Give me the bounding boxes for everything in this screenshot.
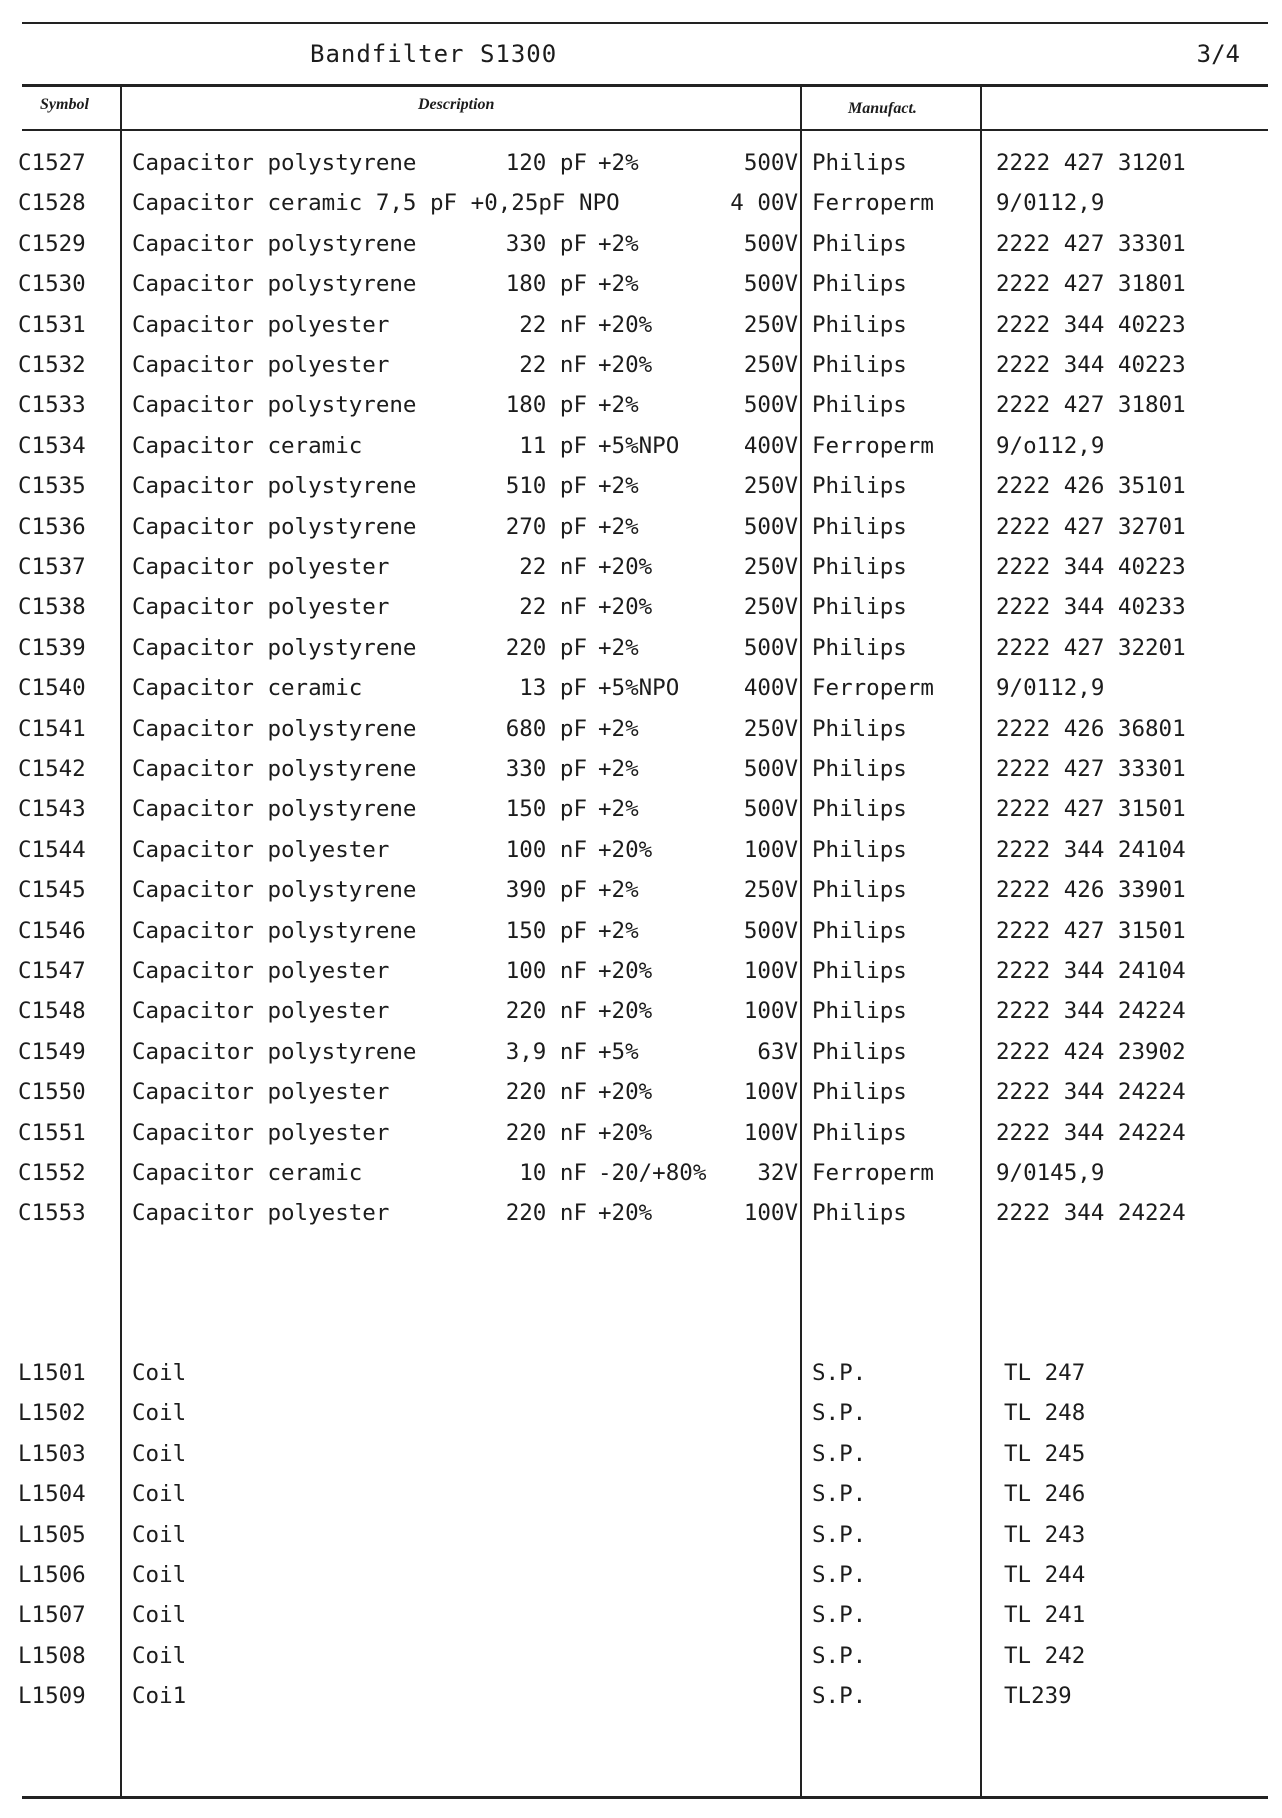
part-number-cell: 2222 427 33301 [996,756,1186,782]
tolerance-cell: +20% [598,1200,653,1227]
table-row [0,635,1282,675]
table-row [0,1120,1282,1160]
symbol-cell: C1530 [18,271,86,298]
description-cell: Capacitor polyester [132,1119,390,1146]
tolerance-cell: +2% [598,513,639,540]
voltage-cell: 250V [743,352,798,378]
table-row [0,271,1282,311]
symbol-cell: L1501 [18,1360,86,1386]
description-cell: Coil [132,1562,187,1588]
description-cell: Capacitor polyester [132,594,390,621]
table-row [0,594,1282,634]
symbol-cell: C1546 [18,917,86,944]
table-row [0,312,1282,352]
tolerance-cell: +20% [598,594,653,621]
symbol-cell: C1539 [18,634,86,661]
description-cell: Capacitor polyester [132,998,390,1025]
table-row [0,1079,1282,1119]
voltage-cell: 500V [743,917,798,944]
description-cell: Capacitor polystyrene [132,877,417,904]
description-cell: Capacitor polystyrene [132,392,417,419]
voltage-cell: 100V [743,1200,798,1227]
tolerance-cell: +20% [598,1079,653,1106]
tolerance-cell: +2% [598,917,639,944]
voltage-cell: 250V [743,554,798,580]
description-cell: Capacitor polystyrene [132,230,417,257]
description-cell: Capacitor ceramic 7,5 pF +0,25pF NPO [132,190,620,217]
symbol-cell: C1528 [18,190,86,217]
column-header-manufacturer: Manufact. [848,100,917,117]
tolerance-cell: +2% [598,715,639,742]
part-number-cell: 2222 426 36801 [996,715,1186,742]
part-number-cell: 2222 427 31501 [996,796,1186,823]
symbol-cell: L1509 [18,1683,86,1710]
manufacturer-cell: Philips [812,352,907,378]
tolerance-cell: +20% [598,554,653,580]
table-row [0,837,1282,877]
value-cell: 10 nF [519,1160,587,1186]
part-number-cell: 9/o112,9 [996,432,1105,459]
manufacturer-cell: S.P. [812,1683,867,1710]
manufacturer-cell: Philips [812,311,907,338]
value-cell: 180 pF [505,271,587,298]
table-row [0,1160,1282,1200]
description-cell: Coil [132,1440,187,1467]
manufacturer-cell: Philips [812,554,907,580]
voltage-cell: 4 00V [730,190,798,217]
part-number-cell: 2222 344 24224 [996,1200,1186,1227]
table-row [0,150,1282,190]
value-cell: 100 nF [505,836,587,863]
tolerance-cell: +20% [598,1119,653,1146]
table-row [0,1562,1282,1602]
value-cell: 22 nF [519,554,587,580]
voltage-cell: 100V [743,1119,798,1146]
description-cell: Capacitor polyester [132,1200,390,1227]
voltage-cell: 250V [743,473,798,500]
description-cell: Capacitor polyester [132,958,390,984]
table-row [0,514,1282,554]
manufacturer-cell: S.P. [812,1521,867,1548]
tolerance-cell: +20% [598,352,653,378]
manufacturer-cell: Ferroperm [812,675,934,702]
symbol-cell: C1531 [18,311,86,338]
manufacturer-cell: S.P. [812,1481,867,1508]
table-row [0,1360,1282,1400]
part-number-cell: 2222 427 31501 [996,917,1186,944]
voltage-cell: 500V [743,634,798,661]
manufacturer-cell: Philips [812,150,907,176]
part-number-cell: TL 246 [1004,1481,1086,1508]
part-number-cell: TL 244 [1004,1562,1086,1588]
part-number-cell: 2222 426 35101 [996,473,1186,500]
table-row [0,998,1282,1038]
part-number-cell: 2222 344 40233 [996,594,1186,621]
manufacturer-cell: Philips [812,756,907,782]
description-cell: Capacitor polyester [132,311,390,338]
table-row [0,1200,1282,1240]
part-number-cell: TL 241 [1004,1602,1086,1629]
table-row [0,756,1282,796]
part-number-cell: 2222 344 40223 [996,352,1186,378]
symbol-cell: L1503 [18,1440,86,1467]
description-cell: Coil [132,1481,187,1508]
voltage-cell: 250V [743,715,798,742]
header-bottom-rule [22,129,1268,131]
manufacturer-cell: Philips [812,1119,907,1146]
description-cell: Capacitor polystyrene [132,513,417,540]
voltage-cell: 250V [743,877,798,904]
table-row [0,433,1282,473]
manufacturer-cell: Philips [812,392,907,419]
tolerance-cell: +2% [598,877,639,904]
value-cell: 220 nF [505,1079,587,1106]
symbol-cell: C1550 [18,1079,86,1106]
manufacturer-cell: S.P. [812,1602,867,1629]
symbol-cell: L1506 [18,1562,86,1588]
value-cell: 220 pF [505,634,587,661]
voltage-cell: 500V [743,271,798,298]
description-cell: Coil [132,1400,187,1427]
description-cell: Coi1 [132,1683,187,1710]
tolerance-cell: +5% [598,1038,639,1065]
value-cell: 22 nF [519,311,587,338]
description-cell: Capacitor ceramic [132,675,363,702]
manufacturer-cell: Philips [812,1038,907,1065]
description-cell: Capacitor polyester [132,554,390,580]
table-row [0,392,1282,432]
table-row [0,190,1282,230]
value-cell: 100 nF [505,958,587,984]
symbol-cell: C1541 [18,715,86,742]
description-cell: Capacitor polystyrene [132,1038,417,1065]
voltage-cell: 100V [743,836,798,863]
voltage-cell: 500V [743,756,798,782]
tolerance-cell: +2% [598,392,639,419]
tolerance-cell: +2% [598,634,639,661]
value-cell: 150 pF [505,917,587,944]
voltage-cell: 400V [743,675,798,702]
table-row [0,1522,1282,1562]
symbol-cell: C1543 [18,796,86,823]
manufacturer-cell: Philips [812,796,907,823]
table-row [0,1441,1282,1481]
value-cell: 11 pF [519,432,587,459]
tolerance-cell: +20% [598,958,653,984]
tolerance-cell: +2% [598,150,639,176]
tolerance-cell: +5%NPO [598,675,680,702]
symbol-cell: C1537 [18,554,86,580]
part-number-cell: 9/0145,9 [996,1160,1105,1186]
table-row [0,716,1282,756]
table-row [0,1400,1282,1440]
value-cell: 390 pF [505,877,587,904]
tolerance-cell: +2% [598,756,639,782]
part-number-cell: 2222 344 40223 [996,311,1186,338]
manufacturer-cell: Ferroperm [812,1160,934,1186]
value-cell: 330 pF [505,230,587,257]
tolerance-cell: +2% [598,230,639,257]
voltage-cell: 500V [743,230,798,257]
manufacturer-cell: Philips [812,230,907,257]
table-row [0,958,1282,998]
part-number-cell: 2222 427 31201 [996,150,1186,176]
value-cell: 330 pF [505,756,587,782]
header-top-rule [22,84,1268,87]
manufacturer-cell: Philips [812,715,907,742]
voltage-cell: 63V [757,1038,798,1065]
symbol-cell: L1505 [18,1521,86,1548]
manufacturer-cell: Philips [812,1079,907,1106]
part-number-cell: 2222 344 24104 [996,958,1186,984]
part-number-cell: TL 245 [1004,1440,1086,1467]
symbol-cell: C1533 [18,392,86,419]
manufacturer-cell: Philips [812,634,907,661]
voltage-cell: 100V [743,958,798,984]
table-row [0,1643,1282,1683]
part-number-cell: 2222 344 24224 [996,1079,1186,1106]
voltage-cell: 500V [743,392,798,419]
voltage-cell: 100V [743,1079,798,1106]
voltage-cell: 500V [743,796,798,823]
symbol-cell: C1536 [18,513,86,540]
tolerance-cell: -20/+80% [598,1160,707,1186]
table-row [0,877,1282,917]
description-cell: Capacitor polyester [132,836,390,863]
page-number: 3/4 [1196,40,1240,68]
symbol-cell: L1502 [18,1400,86,1427]
column-header-description: Description [418,96,495,113]
part-number-cell: 2222 344 24104 [996,836,1186,863]
description-cell: Capacitor ceramic [132,432,363,459]
table-row [0,1683,1282,1723]
manufacturer-cell: Philips [812,877,907,904]
manufacturer-cell: Philips [812,473,907,500]
value-cell: 270 pF [505,513,587,540]
description-cell: Capacitor polystyrene [132,756,417,782]
table-row [0,231,1282,271]
voltage-cell: 500V [743,513,798,540]
part-number-cell: TL239 [1004,1683,1072,1710]
part-number-cell: TL 242 [1004,1642,1086,1669]
description-cell: Capacitor ceramic [132,1160,363,1186]
symbol-cell: C1545 [18,877,86,904]
symbol-cell: C1535 [18,473,86,500]
table-row [0,1602,1282,1642]
value-cell: 220 nF [505,998,587,1025]
description-cell: Capacitor polystyrene [132,796,417,823]
value-cell: 220 nF [505,1200,587,1227]
tolerance-cell: +2% [598,796,639,823]
part-number-cell: 2222 427 33301 [996,230,1186,257]
symbol-cell: C1548 [18,998,86,1025]
description-cell: Capacitor polyester [132,352,390,378]
manufacturer-cell: Philips [812,958,907,984]
manufacturer-cell: Philips [812,513,907,540]
part-number-cell: TL 247 [1004,1360,1086,1386]
part-number-cell: 2222 424 23902 [996,1038,1186,1065]
table-row [0,796,1282,836]
part-number-cell: 2222 426 33901 [996,877,1186,904]
table-row [0,352,1282,392]
symbol-cell: L1504 [18,1481,86,1508]
manufacturer-cell: Philips [812,917,907,944]
part-number-cell: 2222 344 24224 [996,1119,1186,1146]
manufacturer-cell: S.P. [812,1562,867,1588]
description-cell: Capacitor polystyrene [132,634,417,661]
symbol-cell: C1544 [18,836,86,863]
tolerance-cell: +5%NPO [598,432,680,459]
bottom-rule [22,1796,1268,1799]
table-row [0,473,1282,513]
description-cell: Capacitor polyester [132,1079,390,1106]
symbol-cell: L1508 [18,1642,86,1669]
manufacturer-cell: Ferroperm [812,432,934,459]
manufacturer-cell: Philips [812,836,907,863]
column-header-symbol: Symbol [40,96,89,113]
manufacturer-cell: S.P. [812,1440,867,1467]
part-number-cell: 9/0112,9 [996,675,1105,702]
symbol-cell: C1540 [18,675,86,702]
top-rule [22,22,1268,24]
value-cell: 220 nF [505,1119,587,1146]
manufacturer-cell: Philips [812,271,907,298]
symbol-cell: C1553 [18,1200,86,1227]
value-cell: 22 nF [519,594,587,621]
value-cell: 13 pF [519,675,587,702]
symbol-cell: C1527 [18,150,86,176]
manufacturer-cell: Philips [812,1200,907,1227]
part-number-cell: 2222 427 32701 [996,513,1186,540]
symbol-cell: C1547 [18,958,86,984]
symbol-cell: C1552 [18,1160,86,1186]
symbol-cell: C1532 [18,352,86,378]
symbol-cell: C1542 [18,756,86,782]
part-number-cell: TL 243 [1004,1521,1086,1548]
part-number-cell: 2222 427 31801 [996,392,1186,419]
manufacturer-cell: S.P. [812,1400,867,1427]
table-row [0,1481,1282,1521]
value-cell: 510 pF [505,473,587,500]
value-cell: 3,9 nF [505,1038,587,1065]
part-number-cell: 2222 344 24224 [996,998,1186,1025]
voltage-cell: 250V [743,594,798,621]
description-cell: Capacitor polystyrene [132,150,417,176]
symbol-cell: C1529 [18,230,86,257]
voltage-cell: 500V [743,150,798,176]
description-cell: Capacitor polystyrene [132,917,417,944]
table-row [0,918,1282,958]
table-row [0,675,1282,715]
symbol-cell: C1534 [18,432,86,459]
voltage-cell: 400V [743,432,798,459]
description-cell: Coil [132,1642,187,1669]
tolerance-cell: +20% [598,836,653,863]
tolerance-cell: +2% [598,271,639,298]
part-number-cell: 2222 427 32201 [996,634,1186,661]
page-title: Bandfilter S1300 [310,40,558,68]
description-cell: Capacitor polystyrene [132,473,417,500]
value-cell: 150 pF [505,796,587,823]
manufacturer-cell: Philips [812,998,907,1025]
description-cell: Coil [132,1360,187,1386]
value-cell: 120 pF [505,150,587,176]
description-cell: Capacitor polystyrene [132,715,417,742]
symbol-cell: C1551 [18,1119,86,1146]
manufacturer-cell: Ferroperm [812,190,934,217]
description-cell: Capacitor polystyrene [132,271,417,298]
value-cell: 680 pF [505,715,587,742]
symbol-cell: C1538 [18,594,86,621]
part-number-cell: 9/0112,9 [996,190,1105,217]
description-cell: Coil [132,1602,187,1629]
voltage-cell: 250V [743,311,798,338]
part-number-cell: 2222 344 40223 [996,554,1186,580]
manufacturer-cell: S.P. [812,1360,867,1386]
symbol-cell: C1549 [18,1038,86,1065]
voltage-cell: 100V [743,998,798,1025]
part-number-cell: 2222 427 31801 [996,271,1186,298]
table-row [0,554,1282,594]
description-cell: Coil [132,1521,187,1548]
voltage-cell: 32V [757,1160,798,1186]
table-row [0,1039,1282,1079]
value-cell: 22 nF [519,352,587,378]
tolerance-cell: +20% [598,311,653,338]
value-cell: 180 pF [505,392,587,419]
tolerance-cell: +20% [598,998,653,1025]
part-number-cell: TL 248 [1004,1400,1086,1427]
symbol-cell: L1507 [18,1602,86,1629]
tolerance-cell: +2% [598,473,639,500]
manufacturer-cell: Philips [812,594,907,621]
manufacturer-cell: S.P. [812,1642,867,1669]
